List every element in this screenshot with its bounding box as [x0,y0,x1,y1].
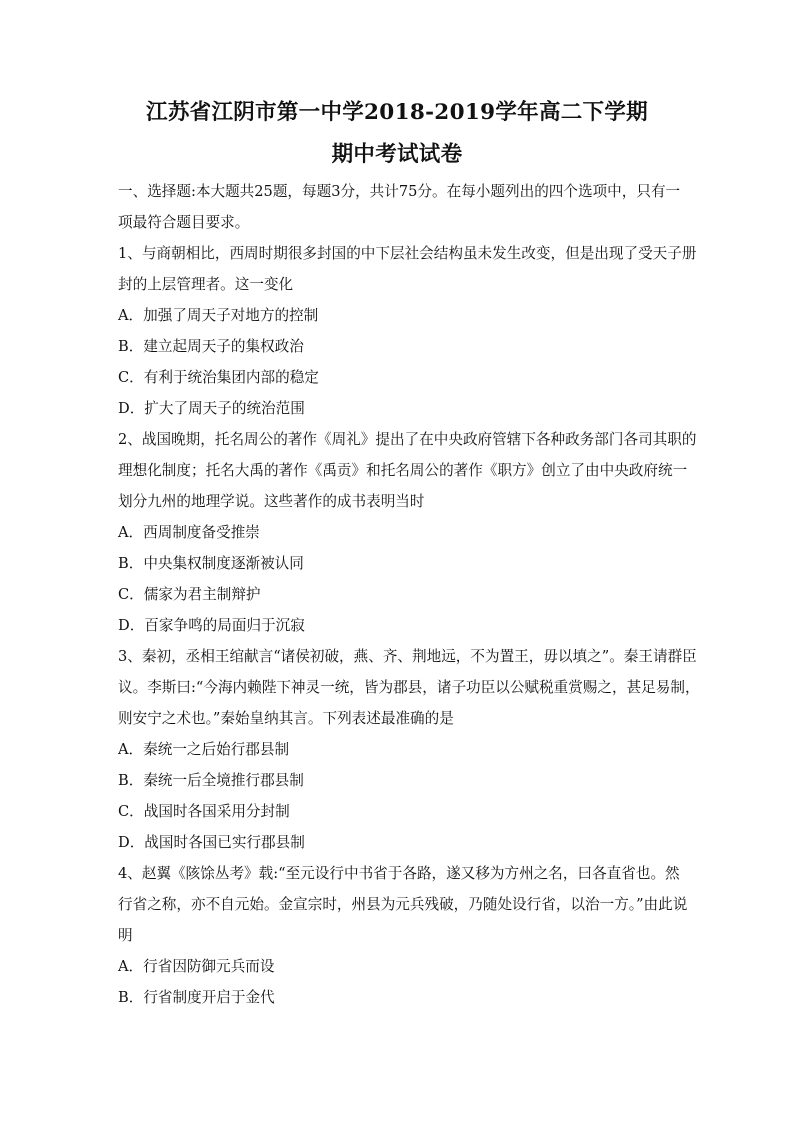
question-1-option-d: D．扩大了周天子的统治范围 [118,400,305,417]
question-2-stem: 理想化制度；托名大禹的著作《禹贡》和托名周公的著作《职方》创立了由中央政府统一 [118,462,688,479]
question-3-option-b: B．秦统一后全境推行郡县制 [118,772,304,789]
question-1-stem: 封的上层管理者。这一变化 [118,276,294,293]
question-4-stem: 行省之称，亦不自元始。金宣宗时，州县为元兵残破，乃随处设行省，以治一方。”由此说 [118,896,688,913]
question-3-option-a: A．秦统一之后始行郡县制 [118,741,290,758]
question-3-stem: 议。李斯曰:“今海内赖陛下神灵一统，皆为郡县，诸子功臣以公赋税重赏赐之，甚足易制， [118,679,700,696]
question-2-option-d: D．百家争鸣的局面归于沉寂 [118,617,305,634]
question-2-option-b: B．中央集权制度逐渐被认同 [118,555,304,572]
doc-title-line-1: 江苏省江阴市第一中学2018-2019学年高二下学期 [146,100,648,125]
question-4-stem: 明 [118,927,133,944]
question-1-option-b: B．建立起周天子的集权政治 [118,338,304,355]
question-3-stem: 3、秦初，丞相王绾献言“诸侯初破，燕、齐、荆地远，不为置王，毋以填之”。秦王请群臣 [118,648,697,665]
text-line: 一、选择题:本大题共25题，每题3分，共计75分。在每小题列出的四个选项中，只有一 [118,183,681,200]
question-1-option-c: C．有利于统治集团内部的稳定 [118,369,319,386]
question-2-option-a: A．西周制度备受推崇 [118,524,260,541]
question-2-option-c: C．儒家为君主制辩护 [118,586,261,603]
question-3-option-d: D．战国时各国已实行郡县制 [118,834,305,851]
question-3-option-c: C．战国时各国采用分封制 [118,803,290,820]
text-line: 项最符合题目要求。 [118,214,250,231]
question-4-option-b: B．行省制度开启于金代 [118,989,275,1006]
question-4-option-a: A．行省因防御元兵而设 [118,958,275,975]
doc-body [118,176,700,1013]
question-1-stem: 1、与商朝相比，西周时期很多封国的中下层社会结构虽未发生改变，但是出现了受天子册 [118,245,697,262]
question-1-option-a: A．加强了周天子对地方的控制 [118,307,319,324]
question-3-stem: 则安宁之术也。”秦始皇纳其言。下列表述最准确的是 [118,710,454,727]
doc-title-line-2: 期中考试试卷 [331,142,463,167]
question-4-stem: 4、赵翼《陔馀丛考》载:“至元设行中书省于各路，遂又移为方州之名，曰各直省也。然 [118,865,680,882]
question-2-stem: 划分九州的地理学说。这些著作的成书表明当时 [118,493,425,510]
question-2-stem: 2、战国晚期，托名周公的著作《周礼》提出了在中央政府管辖下各种政务部门各司其职的 [118,431,697,448]
